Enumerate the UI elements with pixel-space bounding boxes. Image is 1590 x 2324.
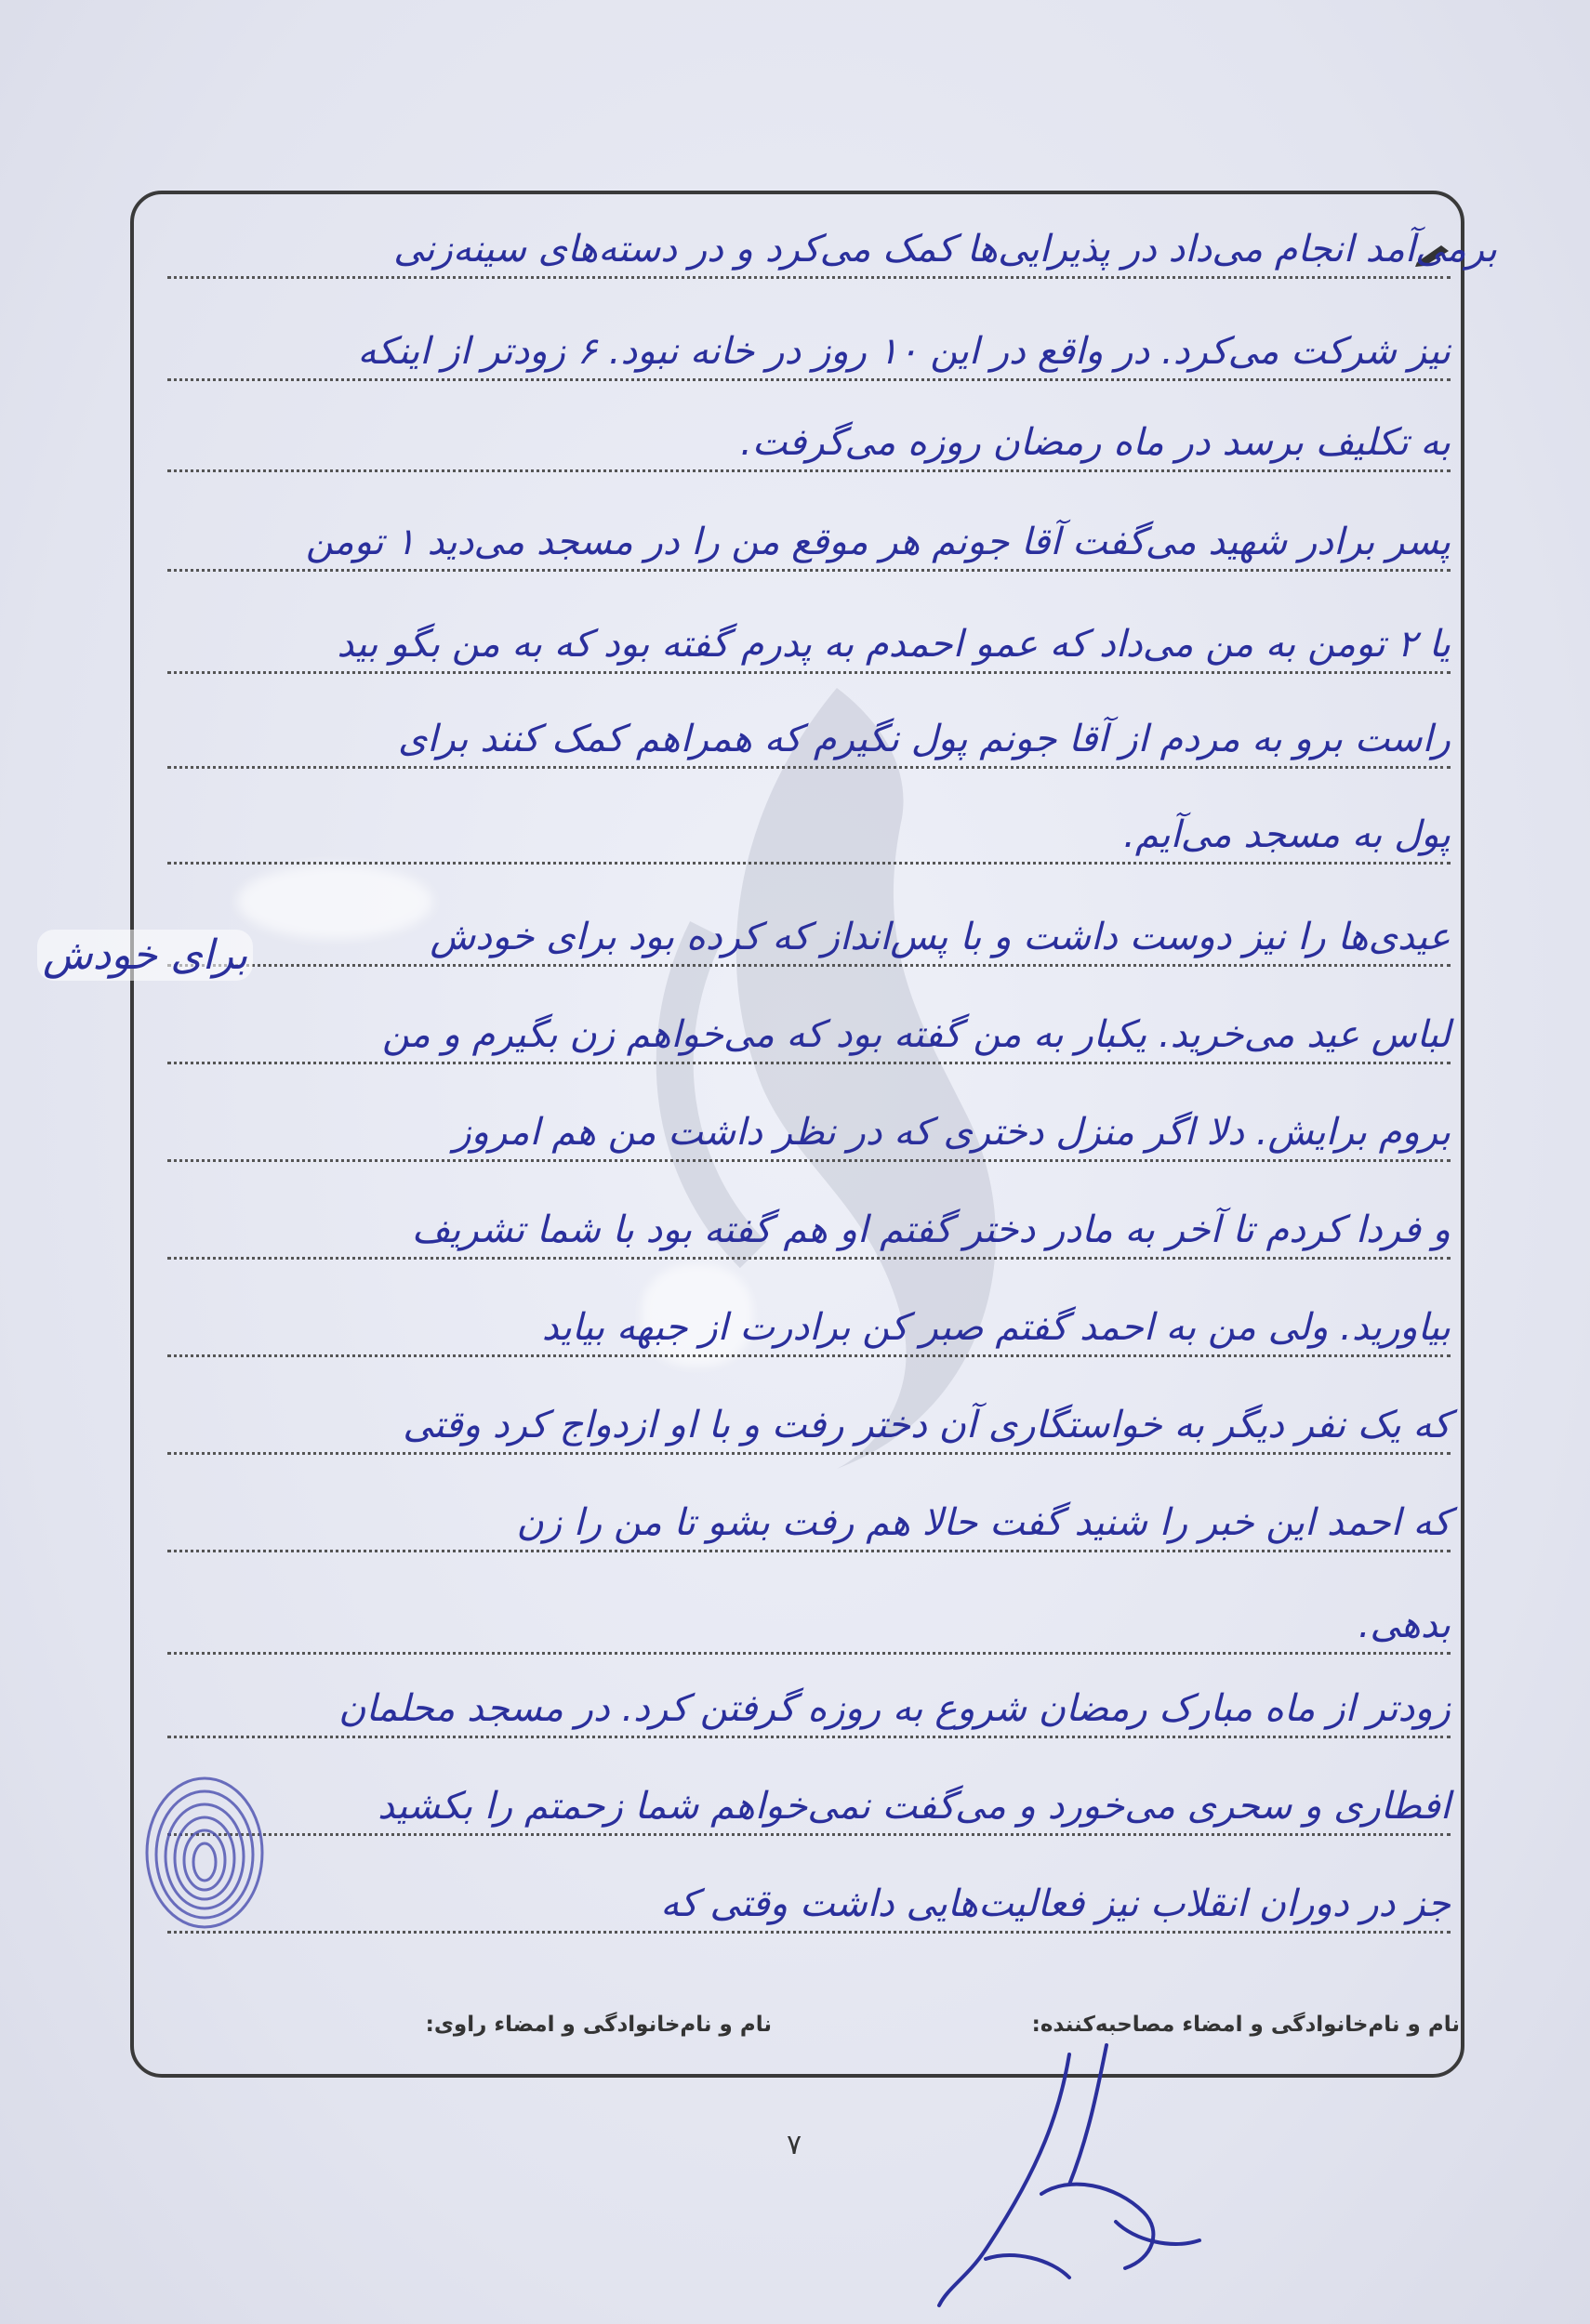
handwritten-text: راست برو به مردم از آقا جونم پول نگیرم که همراهم کمک کنند برای <box>397 718 1451 760</box>
text-line <box>167 704 1451 769</box>
text-line <box>167 799 1451 865</box>
handwritten-text: یا ۲ تومن به من می‌داد که عمو احمدم به پدرم گفته بود که به من بگو بید <box>337 623 1451 666</box>
interviewer-signature-label: نام و نام‌خانوادگی و امضاء مصاحبه‌کننده: <box>1031 2013 1460 2037</box>
handwritten-text: و فردا کردم تا آخر به مادر دختر گفتم او هم گفته بود با شما تشریف <box>411 1208 1451 1251</box>
text-line <box>167 407 1451 472</box>
text-line <box>167 1390 1451 1455</box>
text-line <box>167 902 1451 967</box>
handwritten-text: جز در دوران انقلاب نیز فعالیت‌هایی داشت وقتی که <box>660 1882 1451 1925</box>
text-line <box>167 1868 1451 1934</box>
text-line <box>167 1673 1451 1738</box>
text-line <box>167 609 1451 674</box>
text-line <box>167 1097 1451 1162</box>
handwritten-text: بروم برایش. دلا اگر منزل دختری که در نظر داشت من هم امروز <box>453 1111 1451 1154</box>
fingerprint-icon <box>139 1771 270 1934</box>
text-line <box>167 1771 1451 1836</box>
handwritten-text: نیز شرکت می‌کرد. در واقع در این ۱۰ روز در خانه نبود. ۶ زودتر از اینکه <box>357 330 1451 373</box>
margin-note: برای خودش <box>37 930 253 981</box>
handwritten-text: برمی‌آمد انجام می‌داد در پذیرایی‌ها کمک می‌کرد و در دسته‌های سینه‌زنی <box>393 228 1497 271</box>
handwritten-text: لباس عید می‌خرید. یکبار به من گفته بود که می‌خواهم زن بگیرم و من <box>381 1013 1451 1056</box>
handwritten-text: به تکلیف برسد در ماه رمضان روزه می‌گرفت. <box>740 421 1451 464</box>
text-line <box>167 1487 1451 1552</box>
handwritten-text: افطاری و سحری می‌خورد و می‌گفت نمی‌خواهم شما زحمتم را بکشید <box>378 1785 1451 1828</box>
handwritten-text: بدهی. <box>1358 1604 1451 1646</box>
handwritten-text: که یک نفر دیگر به خواستگاری آن دختر رفت و با او ازدواج کرد وقتی <box>403 1404 1451 1446</box>
handwritten-text: بیاورید. ولی من به احمد گفتم صبر کن برادرت از جبهه بیاید <box>541 1306 1451 1349</box>
text-line <box>167 316 1451 381</box>
handwritten-text: زودتر از ماه مبارک رمضان شروع به روزه گرفتن کرد. در مسجد محلمان <box>338 1687 1451 1730</box>
handwritten-text: پسر برادر شهید می‌گفت آقا جونم هر موقع من را در مسجد می‌دید ۱ تومن <box>305 521 1451 563</box>
handwritten-text: که احمد این خبر را شنید گفت حالا هم رفت بشو تا من را زن <box>516 1501 1451 1544</box>
text-line <box>167 1292 1451 1357</box>
text-line <box>167 999 1451 1064</box>
handwritten-text: عیدی‌ها را نیز دوست داشت و با پس‌انداز که کرده بود برای خودش <box>430 916 1451 958</box>
text-line <box>167 1590 1451 1655</box>
text-line <box>167 1195 1451 1260</box>
text-line <box>167 507 1451 572</box>
handwritten-signature <box>930 2036 1209 2315</box>
narrator-signature-label: نام و نام‌خانوادگی و امضاء راوی: <box>425 2013 772 2037</box>
handwritten-text: پول به مسجد می‌آیم. <box>1123 813 1451 856</box>
page-number: ۷ <box>787 2129 802 2161</box>
text-line <box>167 214 1497 279</box>
